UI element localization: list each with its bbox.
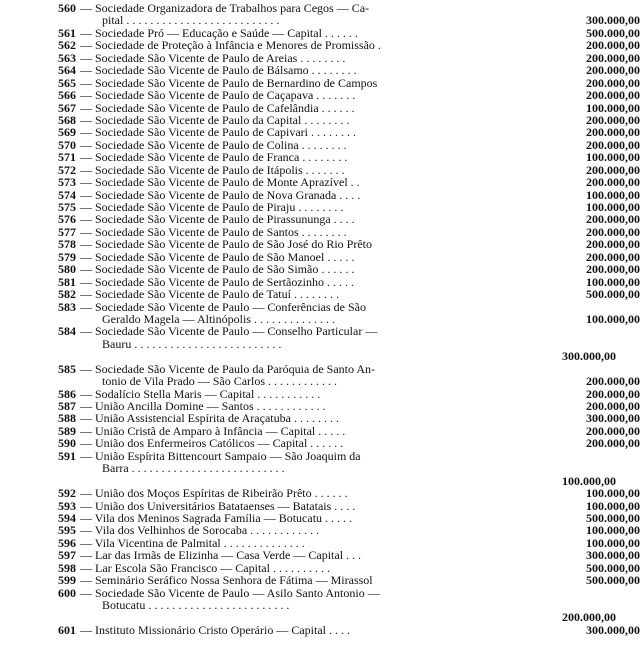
entry-text: — Sociedade São Vicente de Paulo de Caçapava . . . . . . . xyxy=(80,88,356,103)
entry-amount: 300.000,00 xyxy=(586,548,640,563)
entry-amount: 300.000,00 xyxy=(562,349,616,364)
entry-text: — Sociedade São Vicente de Paulo de Areias . . . . . . . . xyxy=(80,50,346,65)
entry-576 xyxy=(10,213,640,225)
entry-amount: 500.000,00 xyxy=(586,510,640,525)
entry-583 xyxy=(10,301,640,326)
entry-text: — Sociedade Pró — Educação e Saúde — Capital . . . . . . xyxy=(80,25,358,40)
entry-amount: 100.000,00 xyxy=(586,100,640,115)
entry-595 xyxy=(10,524,640,536)
entry-text: — Sociedade São Vicente de Paulo de Santos . . . . . . . . xyxy=(80,224,347,239)
entry-text: — Sociedade São Vicente de Paulo da Paróquia de Santo An- xyxy=(80,361,375,376)
entry-601 xyxy=(10,624,640,636)
entry-text: — Sociedade São Vicente de Paulo de Monte Aprazível . . xyxy=(80,175,360,190)
entry-number: 596 xyxy=(58,535,76,550)
entry-number: 601 xyxy=(58,622,76,637)
entry-continuation-line xyxy=(10,599,640,611)
entry-continuation-line xyxy=(10,375,640,387)
entry-text: — Sociedade São Vicente de Paulo de Franca . . . . . . . . xyxy=(80,150,348,165)
entry-amount: 300.000,00 xyxy=(586,13,640,28)
entry-text: — Sociedade São Vicente de Paulo — Conselho Particular — xyxy=(80,324,378,339)
entry-text: — Sociedade de Proteção à Infância e Menores de Promissão . xyxy=(80,38,381,53)
entry-582 xyxy=(10,288,640,300)
entry-text: — Seminário Seráfico Nossa Senhora de Fátima — Mirassol xyxy=(80,573,373,588)
entry-number: 599 xyxy=(58,573,76,588)
entry-amount: 100.000,00 xyxy=(586,535,640,550)
entry-amount: 200.000,00 xyxy=(586,224,640,239)
entry-line xyxy=(10,325,640,337)
entry-591 xyxy=(10,450,640,487)
entry-amount: 100.000,00 xyxy=(586,150,640,165)
entry-text: — Sociedade São Vicente de Paulo de Cafelândia . . . . . . xyxy=(80,100,355,115)
entry-amount: 100.000,00 xyxy=(562,473,616,488)
entry-569 xyxy=(10,126,640,138)
entry-line xyxy=(10,412,640,424)
entries-list xyxy=(10,2,640,636)
entry-571 xyxy=(10,151,640,163)
entry-number: 575 xyxy=(58,200,76,214)
entry-amount: 100.000,00 xyxy=(586,311,640,326)
entry-line xyxy=(10,151,640,163)
entry-585 xyxy=(10,363,640,388)
entry-text: — União Espírita Bittencourt Sampaio — São Joaquim da xyxy=(80,448,361,463)
entry-amount: 200.000,00 xyxy=(586,262,640,277)
entry-599 xyxy=(10,574,640,586)
entry-amount: 200.000,00 xyxy=(586,423,640,438)
entry-text: — Sociedade São Vicente de Paulo de Piraju . . . . . . . . xyxy=(80,200,344,214)
entry-number: 590 xyxy=(58,436,76,451)
entry-amount: 100.000,00 xyxy=(586,274,640,289)
entry-amount: 200.000,00 xyxy=(586,237,640,252)
entry-number: 572 xyxy=(58,162,76,177)
entry-text: — Instituto Missionário Cristo Operário — Capital . . . . xyxy=(80,622,350,637)
entry-amount: 100.000,00 xyxy=(586,200,640,214)
entry-text: — Sociedade São Vicente de Paulo de Nova Granada . . . . xyxy=(80,187,361,202)
entry-text: — Sociedade São Vicente de Paulo — Asilo Santo Antonio — xyxy=(80,585,380,600)
entry-continuation-line xyxy=(10,338,640,350)
entry-continuation-text: Geraldo Magela — Altinópolis . . . . . . . . . . . . . . xyxy=(102,311,335,326)
entry-text: — Sociedade São Vicente de Paulo da Capital . . . . . . . . xyxy=(80,112,350,127)
entry-amount: 200.000,00 xyxy=(586,63,640,78)
entry-number: 579 xyxy=(58,249,76,264)
entry-number: 563 xyxy=(58,50,76,65)
entry-amount: 200.000,00 xyxy=(586,88,640,103)
entry-600 xyxy=(10,587,640,624)
entry-number: 585 xyxy=(58,361,76,376)
entry-562 xyxy=(10,39,640,51)
entry-number: 589 xyxy=(58,423,76,438)
entry-number: 561 xyxy=(58,25,76,40)
entry-amount: 500.000,00 xyxy=(586,25,640,40)
entry-number: 593 xyxy=(58,498,76,513)
entry-number: 560 xyxy=(58,1,76,15)
entry-number: 582 xyxy=(58,287,76,302)
entry-number: 571 xyxy=(58,150,76,165)
entry-number: 581 xyxy=(58,274,76,289)
entry-text: — Sociedade São Vicente de Paulo de Bernardino de Campos xyxy=(80,75,378,90)
entry-number: 577 xyxy=(58,224,76,239)
entry-number: 565 xyxy=(58,75,76,90)
entry-amount: 200.000,00 xyxy=(586,386,640,401)
entry-continuation-text: Barra . . . . . . . . . . . . . . . . . . . . . . . . . . xyxy=(102,461,285,476)
entry-text: — Sociedade São Vicente de Paulo de Tatuí . . . . . . . . xyxy=(80,287,339,302)
entry-number: 594 xyxy=(58,510,76,525)
entry-text: — Lar Escola São Francisco — Capital . . . . . . . . . . xyxy=(80,560,330,575)
entry-amount-line xyxy=(10,611,640,623)
entry-amount: 300.000,00 xyxy=(586,411,640,426)
entry-amount: 300.000,00 xyxy=(586,622,640,637)
entry-number: 595 xyxy=(58,523,76,538)
entry-number: 562 xyxy=(58,38,76,53)
entry-number: 586 xyxy=(58,386,76,401)
entry-line xyxy=(10,64,640,76)
entry-line xyxy=(10,238,640,250)
entry-573 xyxy=(10,176,640,188)
entry-amount: 200.000,00 xyxy=(586,175,640,190)
entry-560 xyxy=(10,2,640,27)
entry-amount: 500.000,00 xyxy=(586,560,640,575)
entry-amount: 200.000,00 xyxy=(586,137,640,152)
entry-continuation-text: Botucatu . . . . . . . . . . . . . . . . . . . . . . . . xyxy=(102,598,290,612)
entry-amount: 200.000,00 xyxy=(586,125,640,140)
entry-number: 600 xyxy=(58,585,76,600)
entry-number: 583 xyxy=(58,299,76,314)
entry-578 xyxy=(10,238,640,250)
entry-584 xyxy=(10,325,640,362)
entry-592 xyxy=(10,487,640,499)
entry-text: — Sociedade São Vicente de Paulo de São José do Rio Prêto xyxy=(80,237,373,252)
entry-line xyxy=(10,213,640,225)
entry-continuation-line xyxy=(10,14,640,26)
entry-line xyxy=(10,487,640,499)
entry-line xyxy=(10,39,640,51)
entry-text: — Sociedade São Vicente de Paulo de Itápolis . . . . . . . xyxy=(80,162,345,177)
entry-text: — União dos Enfermeiros Católicos — Capital . . . . . . xyxy=(80,436,344,451)
entry-text: — União dos Universitários Batataenses — Batatais . . . . xyxy=(80,498,356,513)
entry-text: — União Assistencial Espírita de Araçatuba . . . . . . . . xyxy=(80,411,339,426)
entry-number: 578 xyxy=(58,237,76,252)
entry-text: — Sociedade São Vicente de Paulo de Capivari . . . . . . . . xyxy=(80,125,356,140)
entry-number: 597 xyxy=(58,548,76,563)
entry-continuation-text: pital . . . . . . . . . . . . . . . . . . . . . . . . . . xyxy=(102,13,280,28)
entry-number: 587 xyxy=(58,399,76,413)
entry-number: 588 xyxy=(58,411,76,426)
entry-text: — Sociedade São Vicente de Paulo de Colina . . . . . . . . xyxy=(80,137,347,152)
entry-amount: 200.000,00 xyxy=(562,610,616,625)
entry-continuation-line xyxy=(10,462,640,474)
entry-amount: 100.000,00 xyxy=(586,498,640,513)
entry-amount: 500.000,00 xyxy=(586,573,640,588)
entry-number: 584 xyxy=(58,324,76,339)
entry-590 xyxy=(10,437,640,449)
entry-amount: 200.000,00 xyxy=(586,75,640,90)
entry-text: — União dos Moços Espíritas de Ribeirão Prêto . . . . . . xyxy=(80,486,348,501)
entry-text: — Sociedade Organizadora de Trabalhos para Cegos — Ca- xyxy=(80,1,370,15)
entry-continuation-text: Bauru . . . . . . . . . . . . . . . . . . . . . . . . . xyxy=(102,336,282,351)
entry-amount: 200.000,00 xyxy=(586,399,640,413)
entry-amount-line xyxy=(10,350,640,362)
entry-text: — Sodalício Stella Maris — Capital . . . . . . . . . . . xyxy=(80,386,321,401)
entry-588 xyxy=(10,412,640,424)
entry-amount: 500.000,00 xyxy=(586,287,640,302)
entry-text: — União Ancilla Domine — Santos . . . . . . . . . . . . xyxy=(80,399,326,413)
entry-number: 574 xyxy=(58,187,76,202)
entry-amount: 200.000,00 xyxy=(586,162,640,177)
entry-number: 580 xyxy=(58,262,76,277)
entry-line xyxy=(10,574,640,586)
entry-text: — Sociedade São Vicente de Paulo de São Manoel . . . . . xyxy=(80,249,355,264)
entry-580 xyxy=(10,263,640,275)
entry-text: — Sociedade São Vicente de Paulo de São Simão . . . . . . xyxy=(80,262,355,277)
entry-line xyxy=(10,524,640,536)
entry-number: 567 xyxy=(58,100,76,115)
entry-line xyxy=(10,549,640,561)
entry-line xyxy=(10,437,640,449)
entry-number: 598 xyxy=(58,560,76,575)
entry-number: 564 xyxy=(58,63,76,78)
entry-number: 566 xyxy=(58,88,76,103)
entry-text: — Vila dos Velhinhos de Sorocaba . . . . . . . . . . . . xyxy=(80,523,320,538)
entry-text: — Sociedade São Vicente de Paulo de Sertãozinho . . . . . xyxy=(80,274,354,289)
entry-amount: 100.000,00 xyxy=(586,523,640,538)
entry-amount: 100.000,00 xyxy=(586,187,640,202)
entry-number: 592 xyxy=(58,486,76,501)
entry-566 xyxy=(10,89,640,101)
entry-amount: 200.000,00 xyxy=(586,436,640,451)
entry-text: — Lar das Irmãs de Elizinha — Casa Verde — Capital . . . xyxy=(80,548,362,563)
entry-text: — Sociedade São Vicente de Paulo de Pirassununga . . . . xyxy=(80,212,355,227)
entry-number: 568 xyxy=(58,112,76,127)
entry-line xyxy=(10,126,640,138)
entry-amount: 200.000,00 xyxy=(586,112,640,127)
entry-number: 570 xyxy=(58,137,76,152)
entry-597 xyxy=(10,549,640,561)
entry-number: 576 xyxy=(58,212,76,227)
entry-number: 569 xyxy=(58,125,76,140)
entry-amount: 200.000,00 xyxy=(586,38,640,53)
entry-text: — Vila dos Meninos Sagrada Família — Botucatu . . . . . xyxy=(80,510,353,525)
entry-text: — União Cristã de Amparo à Infância — Capital . . . . . xyxy=(80,423,346,438)
entry-line xyxy=(10,624,640,636)
entry-text: — Vila Vicentina de Palmital . . . . . . . . . . . . . . xyxy=(80,535,305,550)
entry-number: 573 xyxy=(58,175,76,190)
entry-amount: 200.000,00 xyxy=(586,249,640,264)
entry-text: — Sociedade São Vicente de Paulo de Bálsamo . . . . . . . . xyxy=(80,63,357,78)
entry-continuation-text: tonio de Vila Prado — São Carlos . . . . . . . . . . . . xyxy=(102,374,338,389)
entry-amount: 200.000,00 xyxy=(586,212,640,227)
entry-line xyxy=(10,89,640,101)
entry-564 xyxy=(10,64,640,76)
entry-line xyxy=(10,176,640,188)
entry-amount: 200.000,00 xyxy=(586,50,640,65)
entry-line xyxy=(10,288,640,300)
entry-amount: 100.000,00 xyxy=(586,486,640,501)
entry-number: 591 xyxy=(58,448,76,463)
entry-line xyxy=(10,263,640,275)
entry-amount: 200.000,00 xyxy=(586,374,640,389)
entry-text: — Sociedade São Vicente de Paulo — Conferências de São xyxy=(80,299,366,314)
